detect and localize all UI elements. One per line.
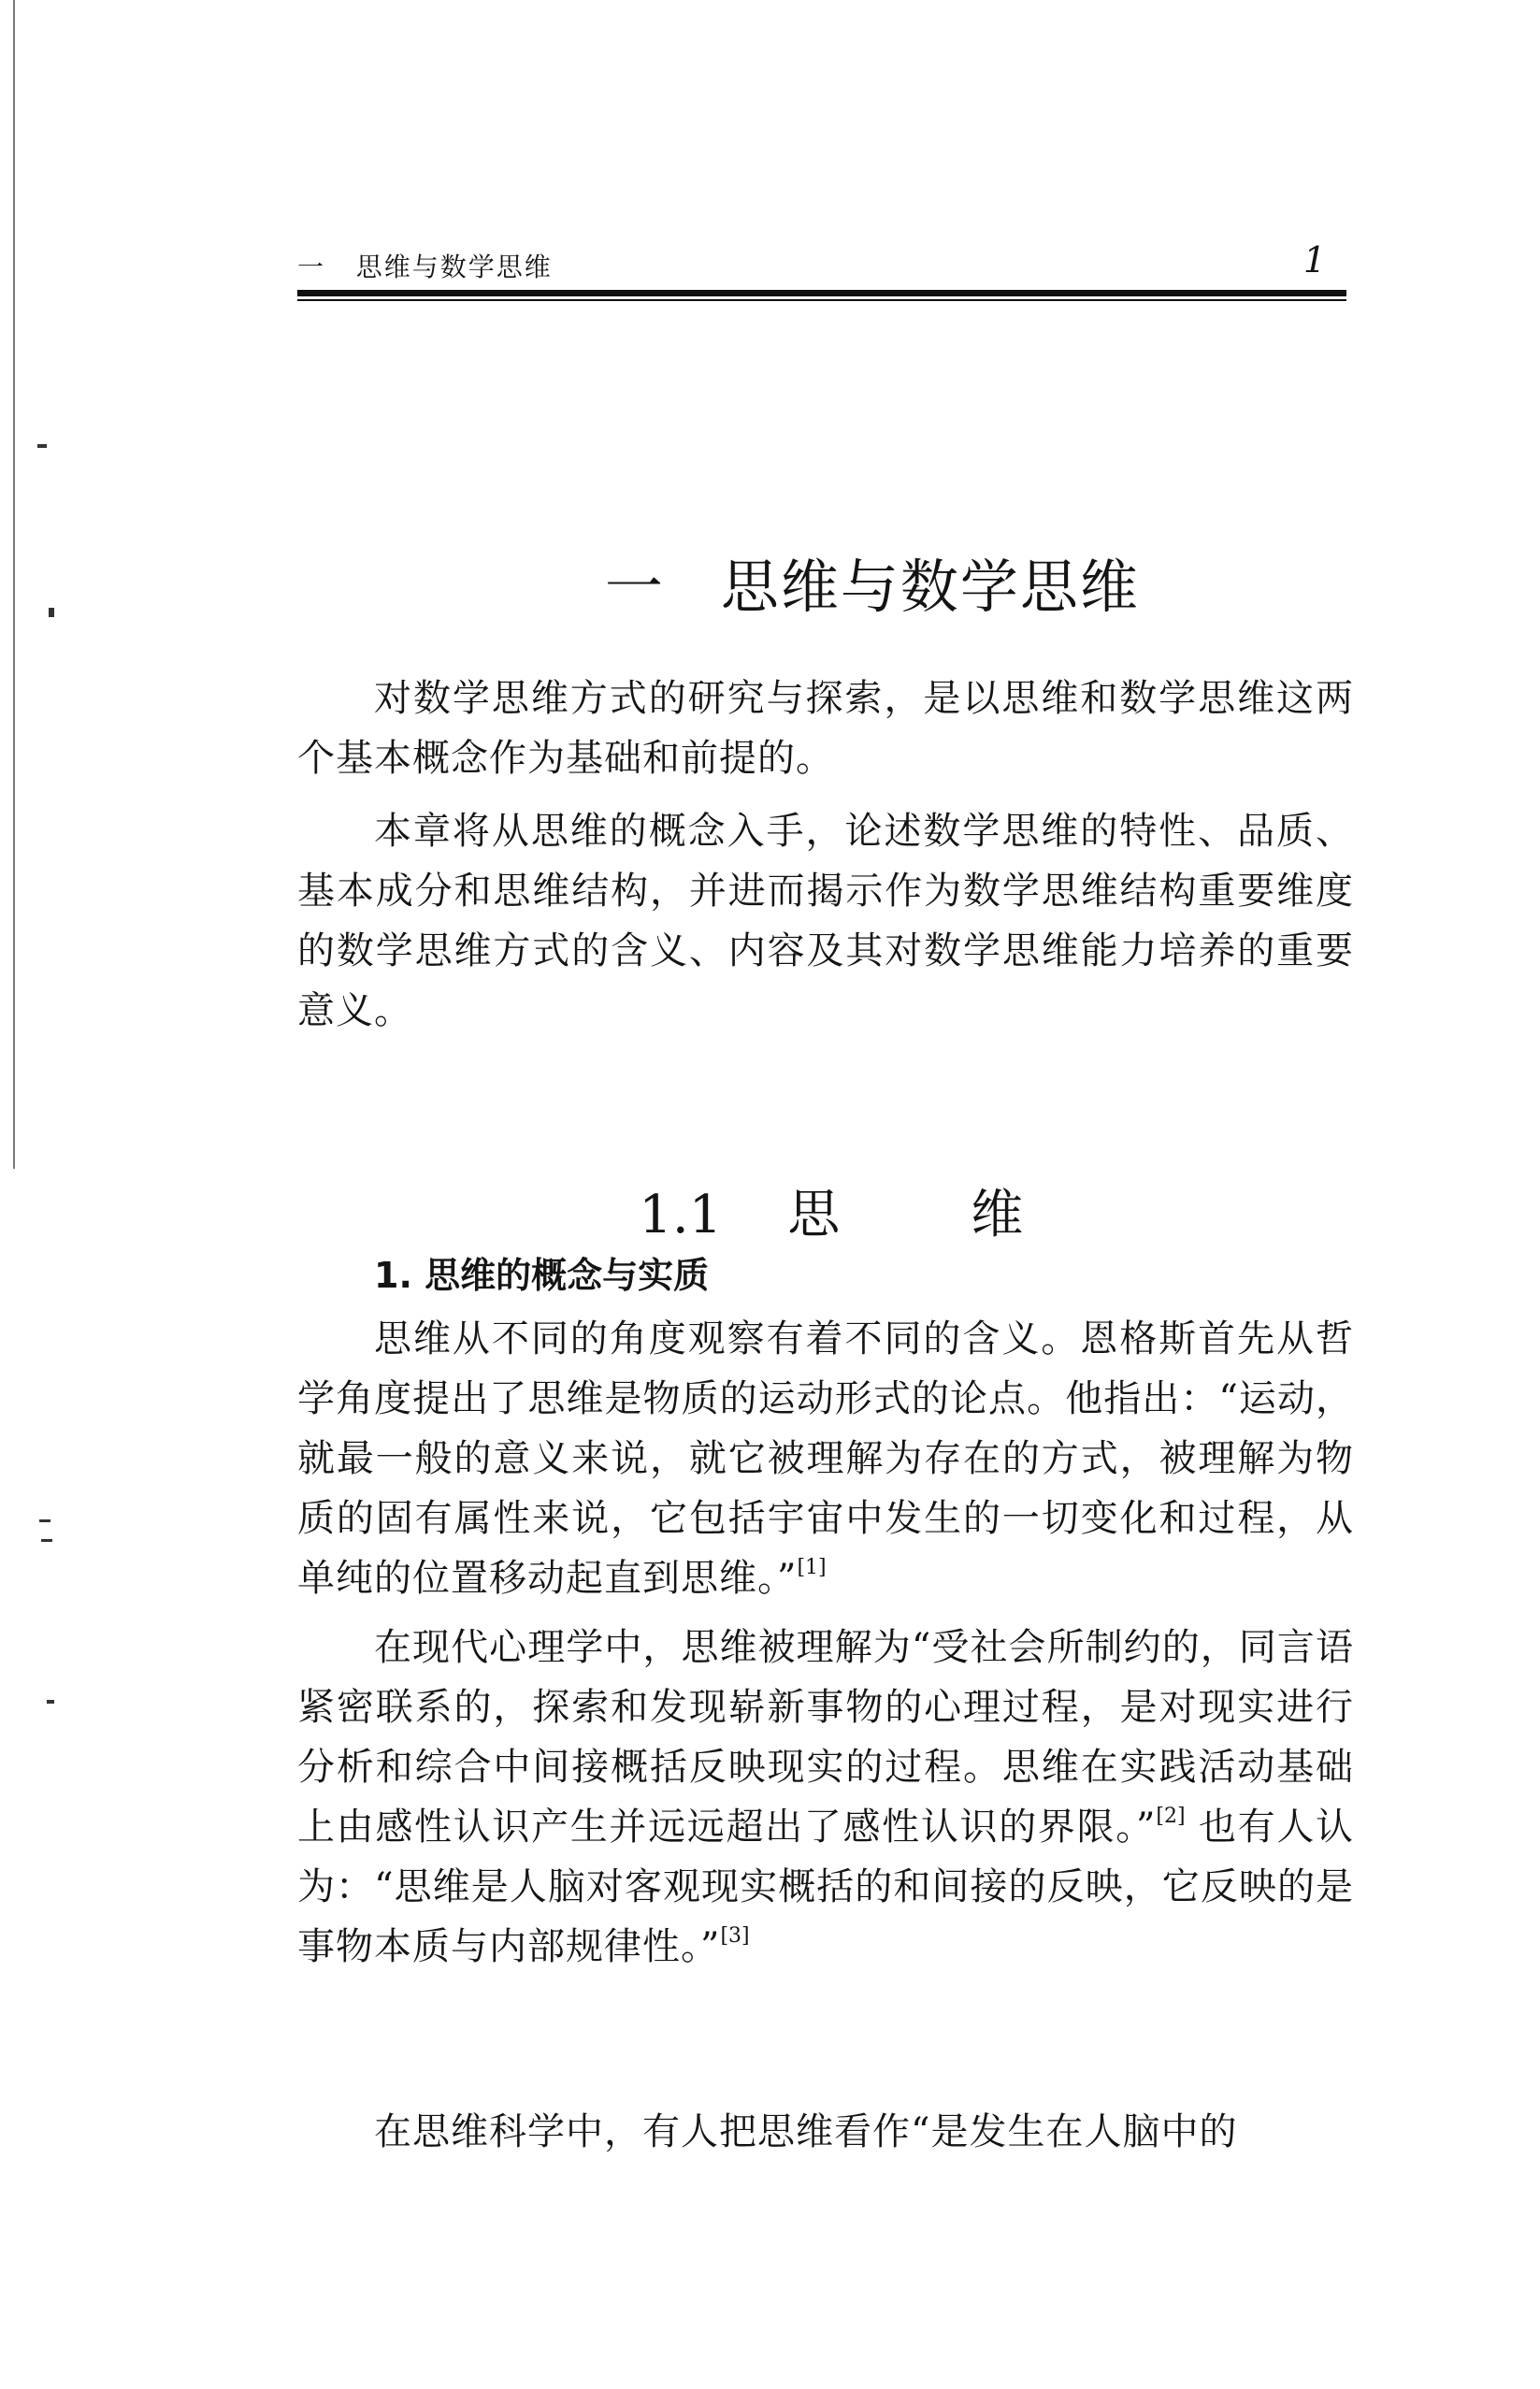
body-paragraph-thinking-science: 在思维科学中，有人把思维看作“是发生在人脑中的 bbox=[374, 2110, 1238, 2153]
scan-speck bbox=[39, 1519, 50, 1522]
running-header bbox=[297, 239, 1346, 301]
footnote-ref: [1] bbox=[797, 1556, 827, 1579]
footnote-ref: [2] bbox=[1156, 1805, 1186, 1828]
body-paragraph-psychology bbox=[297, 1618, 1354, 1977]
header-rule-thick bbox=[297, 290, 1346, 296]
body-text: 在现代心理学中，思维被理解为“受社会所制约的，同言语紧密联系的，探索和发现崭新事物的心理过程，是对现实进行分析和综合中间接概括反映现实的过程。思维在实践活动基础上由感性认识产生并远远超出了感性认识的界限。” bbox=[297, 1626, 1354, 1849]
scan-speck bbox=[37, 444, 47, 448]
body-text: 也有人认为：“思维是人脑对客观现实概括的和间接的反映，它反映的是事物本质与内部规律性。” bbox=[297, 1806, 1354, 1968]
body-text: 思维从不同的角度观察有着不同的含义。恩格斯首先从哲学角度提出了思维是物质的运动形式的论点。他指出：“运动，就最一般的意义来说，就它被理解为存在的方式，被理解为物质的固有属性来说，它包括宇宙中发生的一切变化和过程，从单纯的位置移动起直到思维。” bbox=[297, 1317, 1354, 1600]
scan-edge-line bbox=[13, 0, 15, 1169]
intro-paragraph-2: 本章将从思维的概念入手，论述数学思维的特性、品质、基本成分和思维结构，并进而揭示作为数学思维结构重要维度的数学思维方式的含义、内容及其对数学思维能力培养的重要意义。 bbox=[297, 810, 1354, 1032]
section-number: 1.1 bbox=[639, 1185, 723, 1245]
header-rule-thin bbox=[297, 299, 1346, 301]
scan-speck bbox=[41, 1539, 52, 1542]
scan-speck bbox=[49, 608, 54, 617]
page-number: 1 bbox=[1303, 239, 1326, 281]
subsection-title: 1. 思维的概念与实质 bbox=[374, 1255, 710, 1296]
scan-speck bbox=[47, 1700, 54, 1704]
chapter-title bbox=[524, 472, 1140, 692]
section-title-char-1: 思 bbox=[787, 1185, 841, 1245]
intro-paragraph-1: 对数学思维方式的研究与探索，是以思维和数学思维这两个基本概念作为基础和前提的。 bbox=[297, 677, 1354, 780]
running-header-chapter: 一 思维与数学思维 bbox=[297, 252, 553, 282]
body-paragraph-engels bbox=[297, 1309, 1354, 1608]
footnote-ref: [3] bbox=[720, 1924, 750, 1948]
chapter-number: 一 bbox=[604, 553, 665, 621]
section-title-char-2: 维 bbox=[971, 1185, 1024, 1245]
chapter-title-text: 思维与数学思维 bbox=[720, 553, 1140, 621]
